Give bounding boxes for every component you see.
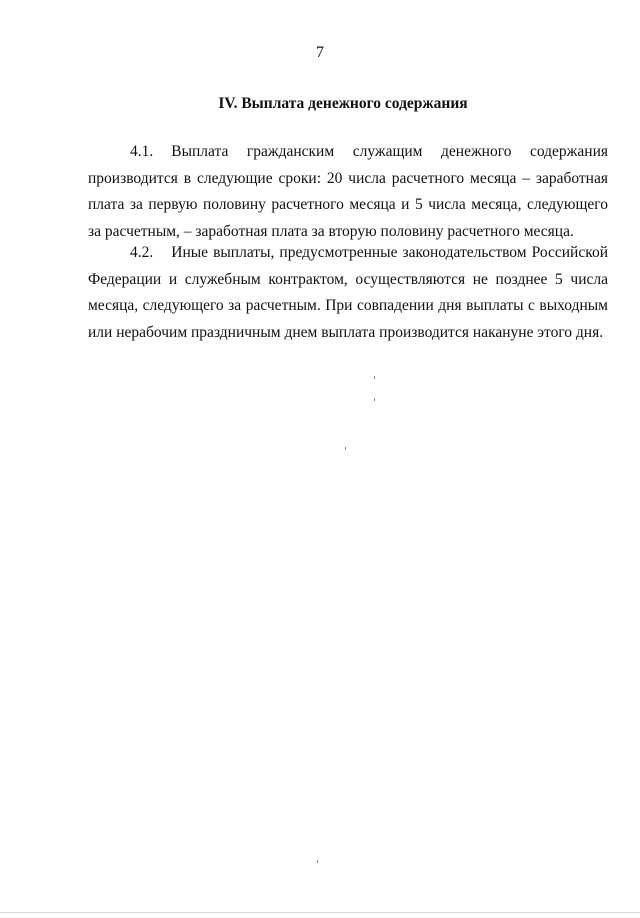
page-number: 7 [316,44,324,61]
scan-speck [345,447,346,450]
section-title: IV. Выплата денежного содержания [218,95,468,112]
scan-speck [317,860,318,863]
scan-speck [374,398,375,401]
paragraph-4-1 [88,139,608,245]
paragraph-number: 4.2. [130,244,154,261]
paragraph-4-2 [88,240,608,346]
paragraph-text: Иные выплаты, предусмотренные законодательством Российской Федерации и служебным контрактом, осуществляются не позднее 5 числа месяца, следующего за расчетным. При совпадении дня выплаты с выходным или нерабочим праздничным днем выплата производится накануне этого дня. [88,244,608,341]
paragraph-number: 4.1. [130,143,154,160]
scan-edge [0,912,640,913]
paragraph-text: Выплата гражданским служащим денежного содержания производится в следующие сроки: 20 числа расчетного месяца – заработная плата за первую половину расчетного месяца и 5 числа месяца, следующего за расчетным, – заработная плата за вторую половину расчетного месяца. [88,143,608,240]
scan-speck [374,376,375,379]
